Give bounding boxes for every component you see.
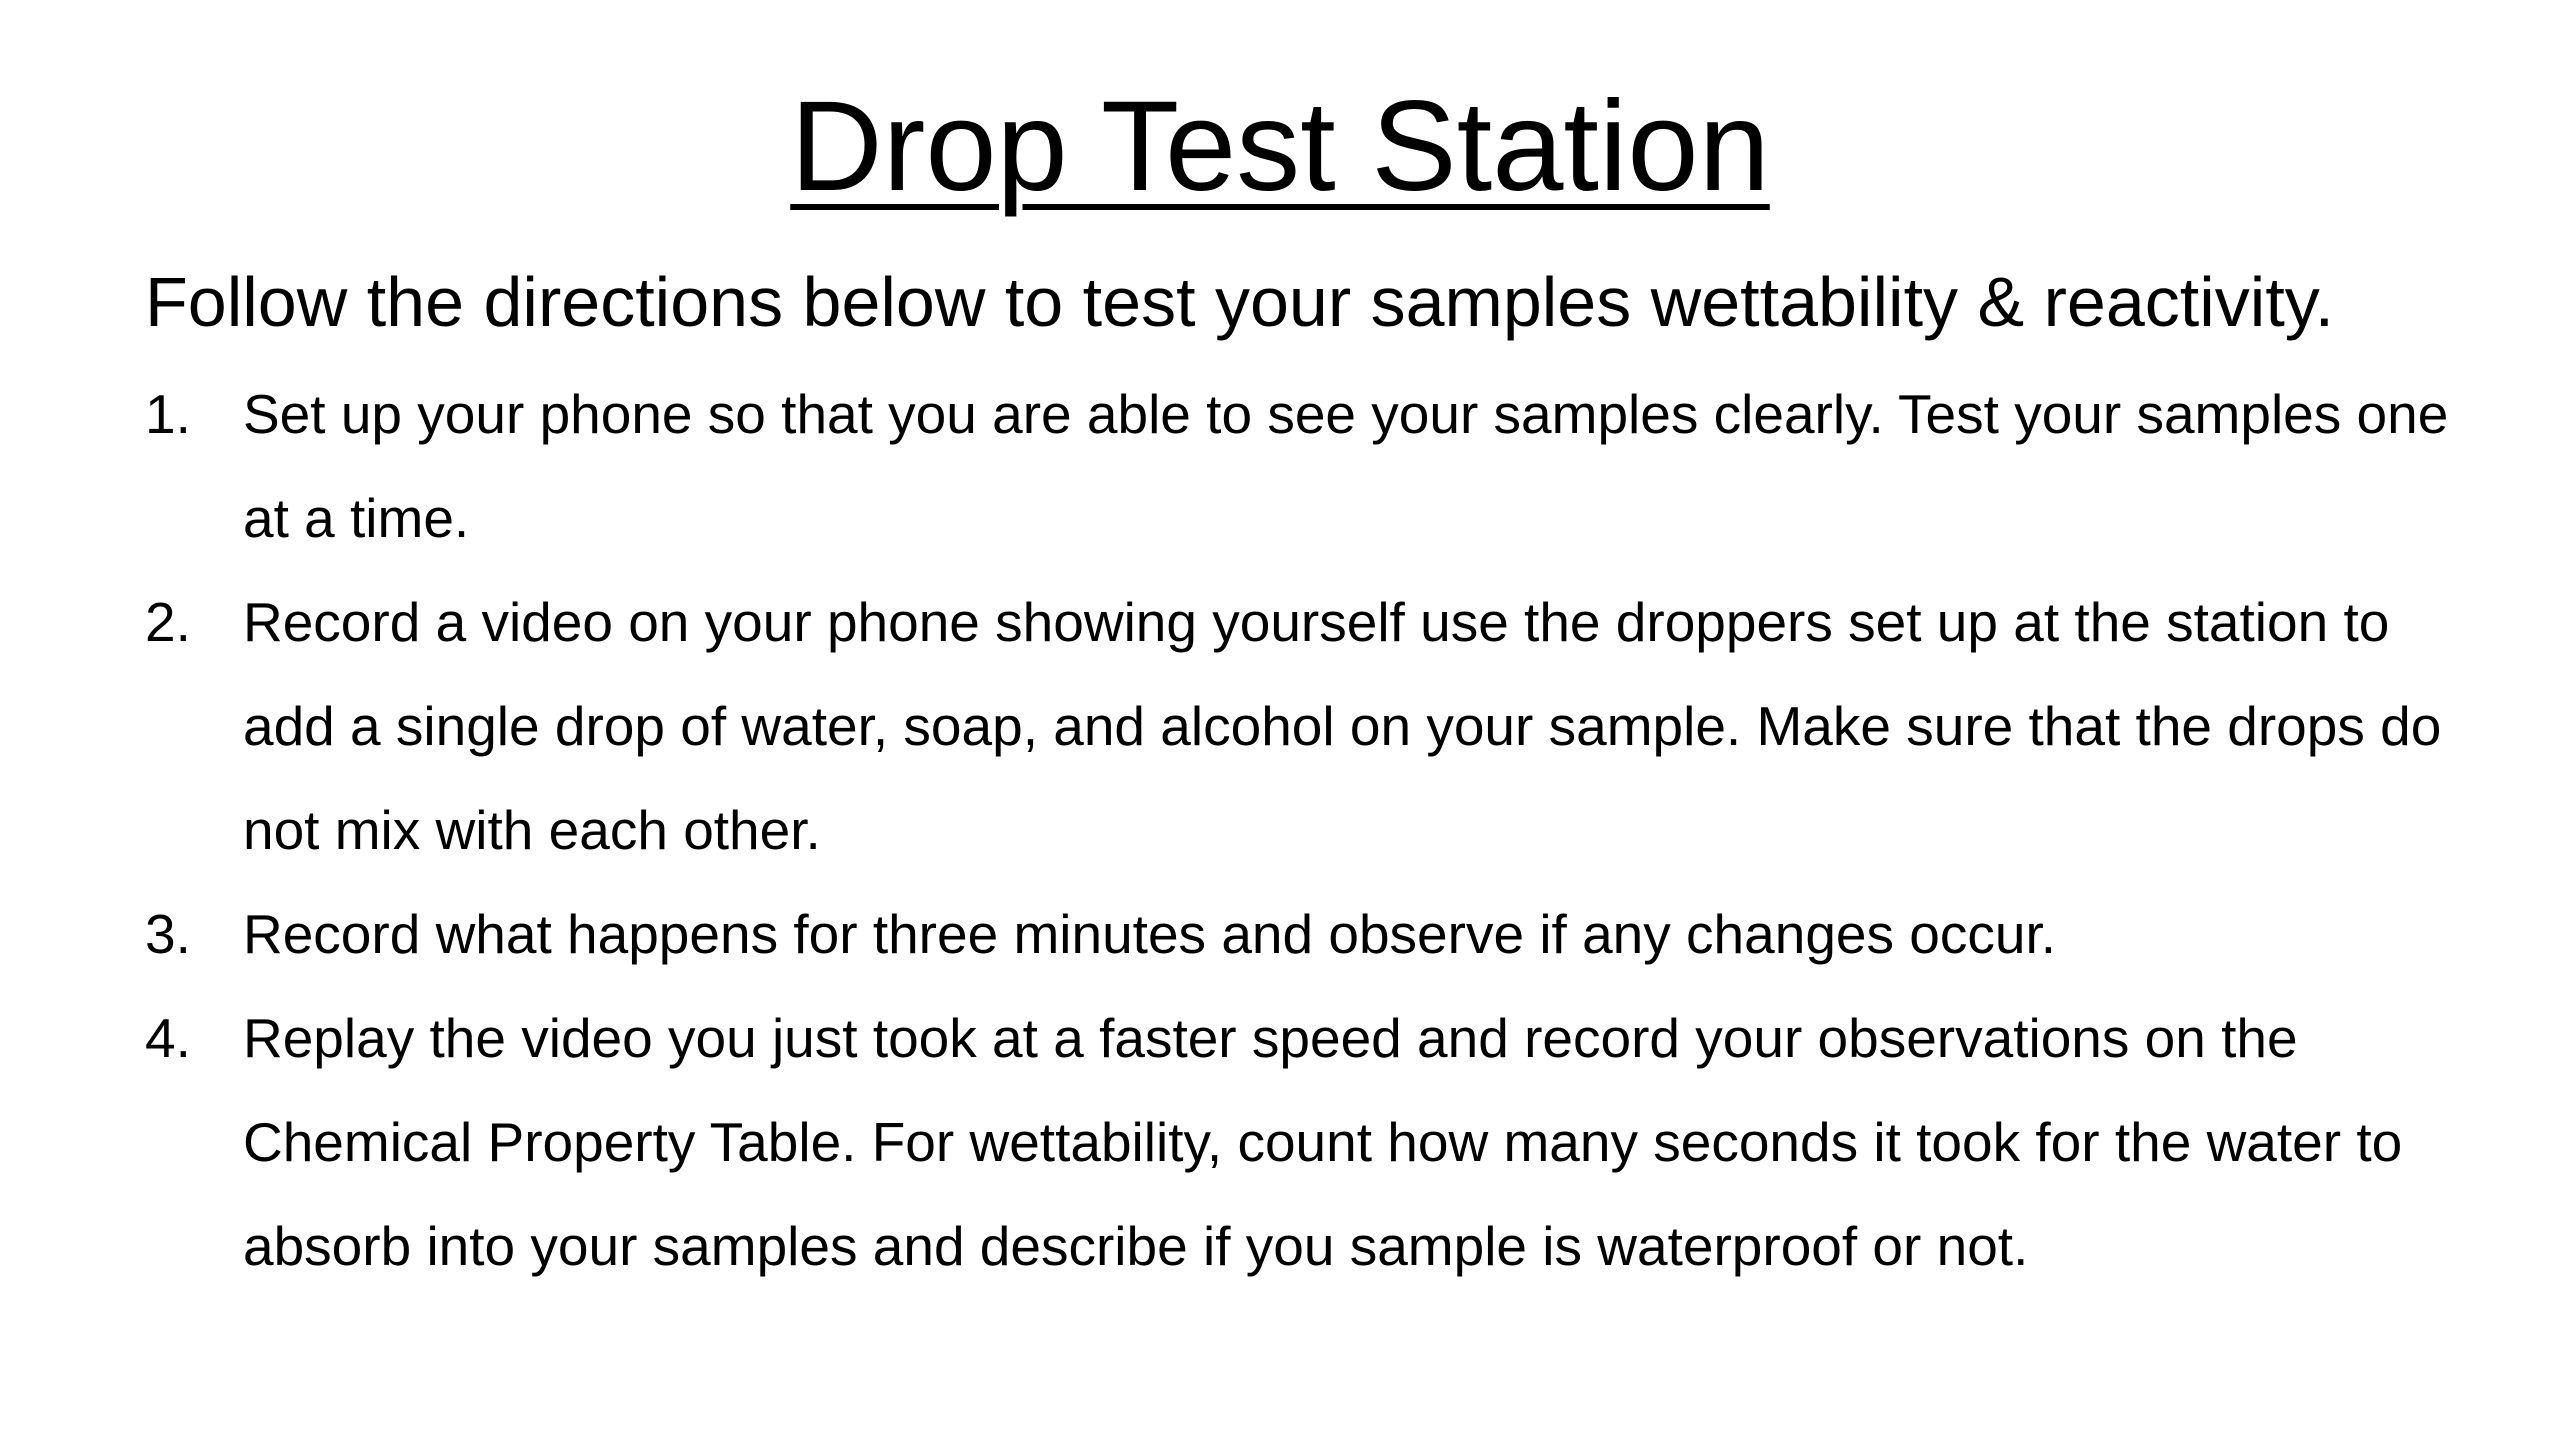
list-item <box>145 986 2475 1298</box>
step-number: 2. <box>145 591 191 653</box>
list-item <box>145 570 2475 882</box>
subtitle: Follow the directions below to test your samples wettability & reactivity. <box>145 263 2335 341</box>
step-number: 1. <box>145 383 191 445</box>
step-number: 4. <box>145 1007 191 1069</box>
steps-list <box>145 362 2475 1298</box>
step-text: Replay the video you just took at a faster speed and record your observations on the Chemical Property Table. For wettability, count how many seconds it took for the water to absorb into your samples and describe if you sample is waterproof or not. <box>243 1007 2403 1277</box>
step-text: Record a video on your phone showing yourself use the droppers set up at the station to add a single drop of water, soap, and alcohol on your sample. Make sure that the drops do not mix with each other. <box>243 591 2442 861</box>
step-number: 3. <box>145 903 191 965</box>
list-item <box>145 362 2475 570</box>
step-text: Set up your phone so that you are able to see your samples clearly. Test your samples one at a time. <box>243 383 2449 549</box>
step-text: Record what happens for three minutes and observe if any changes occur. <box>243 903 2057 965</box>
page-title: Drop Test Station <box>790 75 1770 218</box>
list-item <box>145 882 2475 986</box>
